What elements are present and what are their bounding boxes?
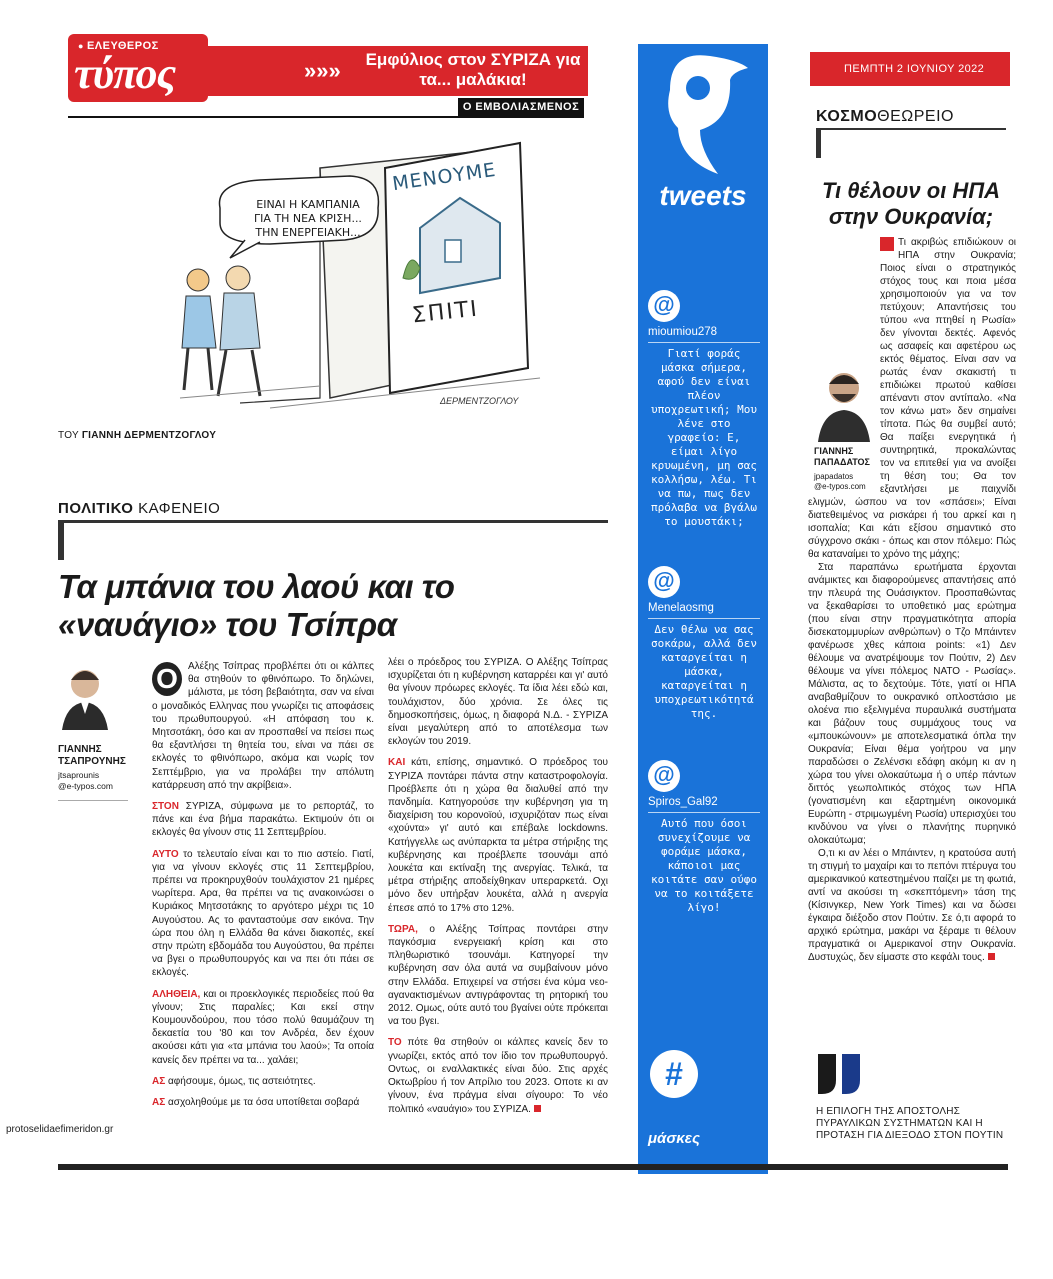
paragraph-text: Ο,τι κι αν λέει ο Μπάιντεν, η κρατούσα αυτή τη στιγμή το μαχαίρι και το πεπόνι πτέρυγα του αμερικανικού κατεστημένου παίζει με τη φωτιά, αντί να ακούσει τη «σκεπτόμενη» τάση της (Κίσινγκερ, New York Times) και να δώσει έγκαιρα διέξοδο στον Πούτιν. Σε ό,τι αφορά το αρχικό ερώτημα, μακάρι να ξέραμε τι θέλουν πραγματικά οι Αμερικανοί στην Ουκρανία. Δυστυχώς, δεν είμαστε στο κεφάλι τους. [808,848,1016,963]
section-bracket [58,520,108,560]
cartoon-signature: ΔΕΡΜΕΝΤΖΟΓΛΟΥ [440,396,519,406]
paragraph [388,923,608,1029]
tweet-item[interactable] [648,290,760,529]
bubble-line: ΤΗΝ ΕΝΕΡΓΕΙΑΚΗ... [255,226,361,239]
bird-icon [660,50,750,180]
author-handle-domain: @e-typos.com [814,482,866,491]
tweet-item[interactable] [648,566,760,721]
tweets-hashtag-label[interactable]: μάσκες [648,1130,700,1147]
tweet-text: Δεν θέλω να σας σοκάρω, αλλά δεν καταργείται η μάσκα, καταργείται η υποχρεωτικότητά της. [651,623,757,720]
paragraph-text: αφήσουμε, όμως, τις αστειότητες. [165,1075,316,1087]
author-handle-domain: @e-typos.com [58,781,113,791]
author-last-name: ΠΑΠΑΔΑΤΟΣ [814,457,870,467]
paragraph-lead: ΑΥΤΟ [152,848,179,860]
paragraph [152,800,374,840]
section-rule [108,520,608,523]
paragraph [388,756,608,914]
paragraph-text: το τελευταίο είναι και το πιο αστείο. Γιατί, για να γίνουν εκλογές στις 11 Σεπτεμβρίου, πρέπει να προκηρυχθούν τουλάχιστον 21 ημέρες νωρίτερα. Αρα, θα πρέπει να τις ανακοινώσει ο Κυριάκος Μητσοτάκης το αργότερο μέχρι τις 10 Αυγούστου. Ας το φανταστούμε σαν εικόνα. Την ώρα που όλη η Ελλάδα θα κάνει διακοπές, εκεί στην πρώτη εβδομάδα του Αυγούστου, θα πρέπει να βγει ο πρωθυπουργός και να πει ότι πάει σε εκλογές. [152,848,374,979]
section-title [58,500,220,517]
section-title-light: ΚΑΦΕΝΕΙΟ [138,500,221,517]
paragraph-text: ο Αλέξης Τσίπρας ποντάρει στην παγκόσμια ενεργειακή κρίση και στο πληθωριστικό τσουνάμι. Κατηγορεί την κυβέρνηση σαν όλα αυτά να συμβαίνουν μόνο στην Ελλάδα. Επιχειρεί να στήσει ένα κύμα νεο-αγανακτισμένων αντιγράφοντας τη ρητορική του 2012. Ομως, ούτε αυτό του βγαίνει ούτε πρόκειται να του βγει. [388,923,608,1028]
arrows-icon: »»» [304,58,341,83]
paragraph [152,848,374,980]
author-handle[interactable] [58,770,113,792]
paragraph-lead: ΤΟ [388,1037,402,1049]
masthead-divider [68,116,584,118]
author-handle-user: jpapadatos [814,472,854,481]
at-icon: @ [648,290,680,322]
headline-text: Εμφύλιος στον ΣΥΡΙΖΑ για τα... μαλάκια! [365,50,581,89]
paragraph-lead: ΑΣ [152,1075,166,1087]
author-avatar [58,660,112,730]
at-icon: @ [648,760,680,792]
summary-note: Η ΕΠΙΛΟΓΗ ΤΗΣ ΑΠΟΣΤΟΛΗΣ ΠΥΡΑΥΛΙΚΩΝ ΣΥΣΤΗΜΑΤΩΝ ΚΑΙ Η ΠΡΟΤΑΣΗ ΓΙΑ ΔΙΕΞΟΔΟ ΣΤΟΝ ΠΟΥΤΙΝ [816,1106,1004,1141]
right-article-body [808,236,1016,964]
paragraph [388,656,608,748]
paragraph-text: ΣΥΡΙΖΑ, σύμφωνα με το ρεπορτάζ, το πάνε και ένα βήμα παρακάτω. Εκτιμούν ότι οι εκλογές θα γίνουν στις 11 Σεπτεμβρίου. [152,801,374,839]
tweets-title: tweets [659,180,747,211]
paragraph [388,1036,608,1115]
bubble-line: ΕΙΝΑΙ Η ΚΑΜΠΑΝΙΑ [256,198,360,211]
article-title[interactable]: Τα μπάνια του λαού και το «ναυάγιο» του Τσίπρα [58,568,455,643]
paragraph-text: και οι προεκλογικές περιοδείες πού θα γίνουν; Στις παραλίες; Και εκεί στην Κουμουνδούρου, που τόσο πολύ θαυμάζουν τη δεκαετία του '80 και τον Ανδρέα, δεν έχουν ακούσει κάτι για «τα μπάνια του λαού»; Τα οποία κανείς δεν πρέπει να τα... χαλάει; [152,988,374,1066]
paragraph-lead: ΣΤΟΝ [152,801,179,813]
drop-cap: Ο [152,662,182,696]
tweet-item[interactable] [648,760,760,915]
headline-banner[interactable] [208,46,588,96]
issue-date: ΠΕΜΠΤΗ 2 ΙΟΥΝΙΟΥ 2022 [810,52,1010,86]
at-icon: @ [648,566,680,598]
paragraph [152,1096,374,1109]
tweet-handle[interactable]: Menelaosmg [648,602,760,619]
paragraph [152,660,374,792]
article-title[interactable]: Τι θέλουν οι ΗΠΑ στην Ουκρανία; [821,178,1000,229]
author-last-name: ΤΣΑΠΡΟΥΝΗΣ [58,756,126,767]
tweet-text: Γιατί φοράς μάσκα σήμερα, αφού δεν είναι πλέον υποχρεωτική; Μου λένε στο γραφείο: Ε, είμαι λίγο κρυωμένη, μη σας κολλήσω, λέω. Τι να πω, πως δεν πρόλαβα να βγάλω το μουστάκι; [651,347,757,528]
paragraph [152,988,374,1067]
paragraph-text: Αλέξης Τσίπρας προβλέπει ότι οι κάλπες θα στηθούν το φθινόπωρο. Το δηλώνει, μάλιστα, με τόση βεβαιότητα, σαν να είναι ο μοναδικός Ελληνας που γνωρίζει τις αποφάσεις του πρωθυπουργού. «Η απόφαση του κ. Μητσοτάκη, όσο και αν προσπαθεί να πείσει πως θα εξαντλήσει τη θητεία του, είναι να πάει σε εκλογές το φθινόπωρο, ακόμα και νωρίς τον Σεπτέμβριο, για να προλάβει την απόλυτη κατάρρευση από την ακρίβεια». [152,661,374,791]
article-column-1 [152,660,374,1117]
tweet-handle[interactable]: Spiros_Gal92 [648,796,760,813]
paragraph-lead: ΑΣ [152,1097,166,1109]
credit-name: ΓΙΑΝΝΗ ΔΕΡΜΕΝΤΖΟΓΛΟΥ [81,430,217,441]
paragraph-text: κάτι, επίσης, σημαντικό. Ο πρόεδρος του ΣΥΡΙΖΑ ποντάρει πάντα στην καταστροφολογία. Προέβλεπε ότι η χώρα θα διαλυθεί από την πανδημία. Κατηγορούσε την κυβέρνηση για τη διαχείριση του κορονοϊού, ισχυριζόταν πως είναι «χούντα» γι' αυτό και επέβαλε lockdowns. Κατήγγελλε ως ανύπαρκτα τα μέτρα στήριξης της κυβέρνησης και προέβλεπε τσουνάμι από λουκέτα και εκτίναξη της ανεργίας. Τελικά, τα μέτρα στήριξης αποδείχθηκαν υπεραρκετά. Οχι μόνο δεν υπήρξαν λουκέτα, αλλά η ανεργία έπεσε από το 17% στο 12%. [388,757,608,914]
end-mark [988,953,995,960]
photo-spacer [808,236,880,490]
billboard-bottom-text: ΣΠΙΤΙ [410,296,480,329]
drop-cap-box [880,237,894,251]
hashtag-icon: # [650,1050,698,1098]
paragraph [152,1075,374,1088]
end-mark [534,1105,541,1112]
paragraph-lead: ΑΛΗΘΕΙΑ, [152,988,201,1000]
logo-small-text: ● ΕΛΕΥΘΕΡΟΣ [78,40,159,52]
credit-prefix: ΤΟΥ [58,430,79,441]
section-title-bold: ΠΟΛΙΤΙΚΟ [58,500,134,517]
column-tag: Ο ΕΜΒΟΛΙΑΣΜΕΝΟΣ [458,98,584,116]
section-title-light: ΘΕΩΡΕΙΟ [877,108,954,125]
author-first-name: ΓΙΑΝΝΗΣ [814,446,854,456]
author-handle-user: jtsaprounis [58,770,100,780]
paragraph-text: λέει ο πρόεδρος του ΣΥΡΙΖΑ. Ο Αλέξης Τσίπρας ισχυρίζεται ότι η κυβέρνηση καταρρέει και γι' αυτό θα γίνουν πρόωρες εκλογές. Τα ίδια λέει εδώ και, τουλάχιστον, δύο χρόνια. Σε όλες τις δημοσκοπήσεις, όμως, η διαφορά Ν.Δ. - ΣΥΡΙΖΑ είναι μεγαλύτερη από το αποτέλεσμα των εκλογών του 2019. [388,657,608,748]
source-watermark: protoselidaefimeridon.gr [6,1124,114,1135]
section-title [816,108,954,126]
speech-bubble-text [238,198,378,240]
billboard-top-text: ΜΕΝΟΥΜΕ [390,158,498,196]
tweet-handle[interactable]: mioumiou278 [648,326,760,343]
newspaper-logo[interactable] [68,34,208,102]
article-column-2 [388,656,608,1124]
section-bracket [816,128,846,158]
bubble-line: ΓΙΑ ΤΗ ΝΕΑ ΚΡΙΣΗ... [254,212,362,225]
author-name [58,744,126,768]
paragraph-text: ασχοληθούμε με τα όσα υποτίθεται σοβαρά [165,1097,360,1109]
quote-icon [816,1054,866,1094]
paragraph-text: Τι ακριβώς επιδιώκουν οι ΗΠΑ στην Ουκρανία; Ποιος είναι ο στρατηγικός στόχος τους και ποια μέσα χρησιμοποιούν για να τον πετύχουν; Απαντήσεις του τύπου «να πτηθεί η Ρωσία» δεν γίνονται δεκτές. Αφενός ως ασαφείς και αφετέρου ως εκτός θέματος. Είναι σαν να ρωτάς έναν σκακιστή τι επιδιώκει πρωτού καθίσει απέναντι στον αντίπαλο. «Να τον κάνω ματ» δεν σημαίνει τίποτα. Πώς θα συμβεί αυτό; Θα παίξει ενεργητικά ή συντηρητικά, προκαλώντας τον να επιτεθεί για να ανοίξει τη θέση του; Θα τον εξαντλήσει με παιχνίδι ελιγμών, ώσπου να τον «σπάσει»; Είναι διατεθειμένος να ρισκάρει ή του αρκεί και η ισοπαλία; Και κάτι εξίσου σημαντικό στο σύγχρονο σκάκι - όπως και στον πόλεμο: Πώς θα καταναίμει το χρόνο της μάχης; [808,237,1016,560]
paragraph [808,847,1016,964]
paragraph-lead: ΤΩΡΑ, [388,923,418,935]
paragraph-text: Στα παραπάνω ερωτήματα έρχονται ανάμικτες και διαφορούμενες απαντήσεις από την πλευρά της Ουάσιγκτον. Προσπαθώντας να ξεκαθαρίσει το υποθετικό μας ερώτημα (που είναι στην πραγματικότητα απορία δισεκατομμυρίων ανθρώπων) ο Τζο Μπάιντεν φανέρωσε χθες κάποια points: «1) Δεν θέλουμε να ανατρέψουμε τον Πούτιν, 2) Δεν θέλουμε να γίνει πόλεμος ΝΑΤΟ - Ρωσίας». Μάλιστα, ας το δεχτούμε. Τότε, γιατί οι ΗΠΑ αναβαθμίζουν το ουκρανικό οπλοστάσιο με ολοένα πιο εξελιγμένα πυραυλικά συστήματα και βάζουν τους συμμάχους τους να «μπουκώνουν» με αποτελεσματικά όπλα την Ουκρανία; Είναι θέμα γοήτρου να μην παραδώσει ο Ζελένσκι εδάφη ακόμη κι αν η χώρα του γίνει ολοκαύτωμα ή ο υπέρ πάντων διττός γεωπολιτικός στόχος των ΗΠΑ (γονατισμένη και εξαρτημένη οικονομικά Ευρώπη - στριμωγμένη Ρωσία) υπερισχύει του κινδύνου να γίνει ο πλανήτης πυρηνικό ολοκαύτωμα; [808,562,1016,846]
logo-big-text: τύπος [74,49,176,98]
author-divider [58,800,128,801]
section-title-bold: ΚΟΣΜΟ [816,108,878,125]
paragraph-text: πότε θα στηθούν οι κάλπες κανείς δεν το γνωρίζει, εκτός από τον ίδιο τον πρωθυπουργό. Οντως, οι εναλλακτικές είναι δύο. Στις αρχές Οκτωβρίου ή τον Απρίλιο του 2023. Οποτε κι αν γίνουν, ένα πράγμα είναι σίγουρο: Το νέο πολιτικό «ναυάγιο» του ΣΥΡΙΖΑ. [388,1037,608,1115]
author-first-name: ΓΙΑΝΝΗΣ [58,744,102,755]
tweet-text: Αυτό που όσοι συνεχίζουμε να φοράμε μάσκα, κάποιοι μας κοιτάτε σαν ούφο να το κοιτάξετε λίγο! [651,817,757,914]
paragraph-lead: ΚΑΙ [388,757,406,769]
paragraph [808,561,1016,847]
page-bottom-rule [58,1164,1008,1170]
cartoon-credit [58,430,216,441]
